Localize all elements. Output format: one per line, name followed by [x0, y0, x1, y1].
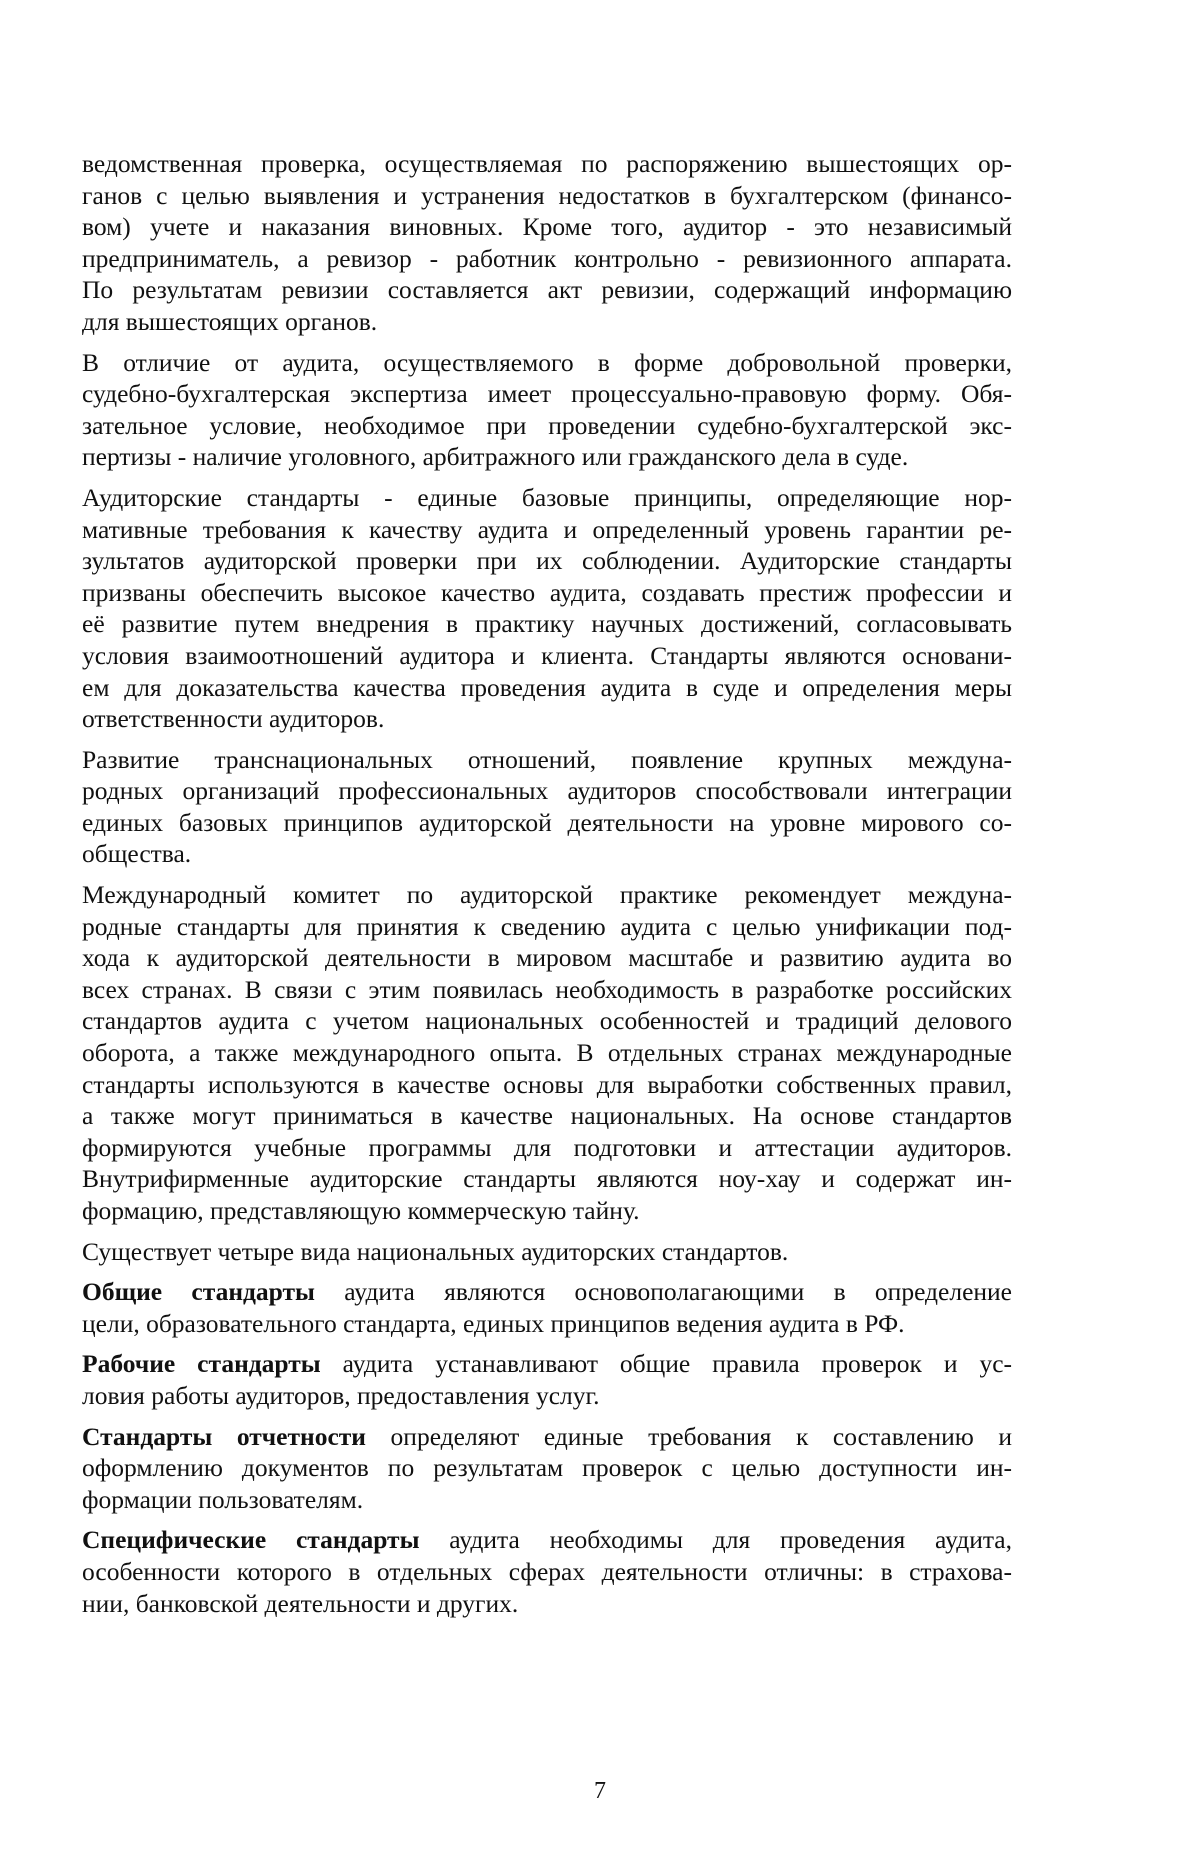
- text-line: формации пользователям.: [82, 1484, 364, 1514]
- text-line: хода к аудиторской деятельности в мировом масштабе и развитию аудита во: [82, 943, 1012, 973]
- paragraph-specific-standards: [82, 1524, 1012, 1619]
- text-line: ганов с целью выявления и устранения недостатков в бухгалтерском (финансо-: [82, 180, 1012, 210]
- bold-term: Специфические стандарты: [82, 1525, 420, 1555]
- text-line: ведомственная проверка, осуществляемая по распоряжению вышестоящих ор-: [82, 149, 1012, 178]
- text-run: определяют единые требования к составлению и: [366, 1421, 1012, 1451]
- text-line: [82, 1421, 1012, 1453]
- text-line: стандарты используются в качестве основы для выработки собственных правил,: [82, 1069, 1012, 1099]
- text-line: ем для доказательства качества проведения аудита в суде и определения меры: [82, 672, 1012, 702]
- text-run: аудита устанавливают общие правила проверок и ус-: [320, 1349, 1013, 1379]
- text-line: родных организаций профессиональных аудиторов способствовали интеграции: [82, 776, 1012, 806]
- text-line: условия взаимоотношений аудитора и клиента. Стандарты являются основани-: [82, 640, 1012, 670]
- text-run: аудита являются основополагающими в определение: [314, 1277, 1012, 1307]
- text-line: формацию, представляющую коммерческую тайну.: [82, 1196, 640, 1225]
- text-line: единых базовых принципов аудиторской деятельности на уровне мирового со-: [82, 807, 1012, 837]
- text-line: цели, образовательного стандарта, единых принципов ведения аудита в РФ.: [82, 1308, 905, 1338]
- text-line: для вышестоящих органов.: [82, 306, 378, 336]
- paragraph-5: [82, 879, 1012, 1227]
- text-line: особенности которого в отдельных сферах деятельности отличны: в страхова-: [82, 1556, 1012, 1586]
- text-line: По результатам ревизии составляется акт ревизии, содержащий информацию: [82, 275, 1012, 305]
- bold-term: Рабочие стандарты: [82, 1349, 321, 1379]
- text-line: а также могут приниматься в качестве национальных. На основе стандартов: [82, 1101, 1012, 1131]
- text-line: Развитие транснациональных отношений, появление крупных междуна-: [82, 744, 1012, 774]
- text-line: пертизы - наличие уголовного, арбитражного или гражданского дела в суде.: [82, 442, 909, 472]
- text-run: аудита необходимы для проведения аудита,: [419, 1525, 1012, 1555]
- paragraph-3: [82, 482, 1012, 735]
- text-line: зательное условие, необходимое при проведении судебно-бухгалтерской экс-: [82, 410, 1012, 440]
- text-line: родные стандарты для принятия к сведению аудита с целью унификации под-: [82, 911, 1012, 941]
- text-line: ответственности аудиторов.: [82, 704, 385, 734]
- text-line: стандартов аудита с учетом национальных особенностей и традиций делового: [82, 1006, 1012, 1036]
- paragraph-reporting-standards: [82, 1421, 1012, 1516]
- paragraph-2: [82, 347, 1012, 473]
- text-line: [82, 1524, 1012, 1556]
- text-line: оформлению документов по результатам проверок с целью доступности ин-: [82, 1453, 1012, 1483]
- text-line: зультатов аудиторской проверки при их соблюдении. Аудиторские стандарты: [82, 546, 1012, 576]
- text-line: формируются учебные программы для подготовки и аттестации аудиторов.: [82, 1132, 1012, 1162]
- text-line: Существует четыре вида национальных аудиторских стандартов.: [82, 1236, 789, 1266]
- bold-term: Стандарты отчетности: [82, 1421, 366, 1451]
- paragraph-general-standards: [82, 1276, 1012, 1339]
- paragraph-working-standards: [82, 1348, 1012, 1411]
- text-line: Аудиторские стандарты - единые базовые принципы, определяющие нор-: [82, 482, 1012, 512]
- bold-term: Общие стандарты: [82, 1277, 315, 1307]
- text-line: судебно-бухгалтерская экспертиза имеет процессуально-правовую форму. Обя-: [82, 379, 1012, 409]
- text-line: ловия работы аудиторов, предоставления услуг.: [82, 1380, 600, 1410]
- text-line: призваны обеспечить высокое качество аудита, создавать престиж профессии и: [82, 577, 1012, 607]
- paragraph-4: [82, 744, 1012, 870]
- text-line: предприниматель, а ревизор - работник контрольно - ревизионного аппарата.: [82, 243, 1012, 273]
- text-line: оборота, а также международного опыта. В отдельных странах международные: [82, 1038, 1012, 1068]
- text-line: общества.: [82, 839, 192, 869]
- text-line: вом) учете и наказания виновных. Кроме того, аудитор - это независимый: [82, 212, 1012, 242]
- text-line: [82, 1348, 1012, 1380]
- text-line: её развитие путем внедрения в практику научных достижений, согласовывать: [82, 609, 1012, 639]
- paragraph-1: [82, 148, 1012, 338]
- page-number: 7: [594, 1778, 606, 1804]
- text-line: Внутрифирменные аудиторские стандарты являются ноу-хау и содержат ин-: [82, 1164, 1012, 1194]
- paragraph-6: [82, 1236, 1012, 1268]
- text-line: В отличие от аудита, осуществляемого в форме добровольной проверки,: [82, 347, 1012, 377]
- text-line: [82, 1276, 1012, 1308]
- text-line: всех странах. В связи с этим появилась необходимость в разработке российских: [82, 974, 1012, 1004]
- text-line: Международный комитет по аудиторской практике рекомендует междуна-: [82, 880, 1012, 910]
- text-line: мативные требования к качеству аудита и определенный уровень гарантии ре-: [82, 514, 1012, 544]
- text-line: нии, банковской деятельности и других.: [82, 1588, 519, 1618]
- document-body: [82, 148, 1012, 1628]
